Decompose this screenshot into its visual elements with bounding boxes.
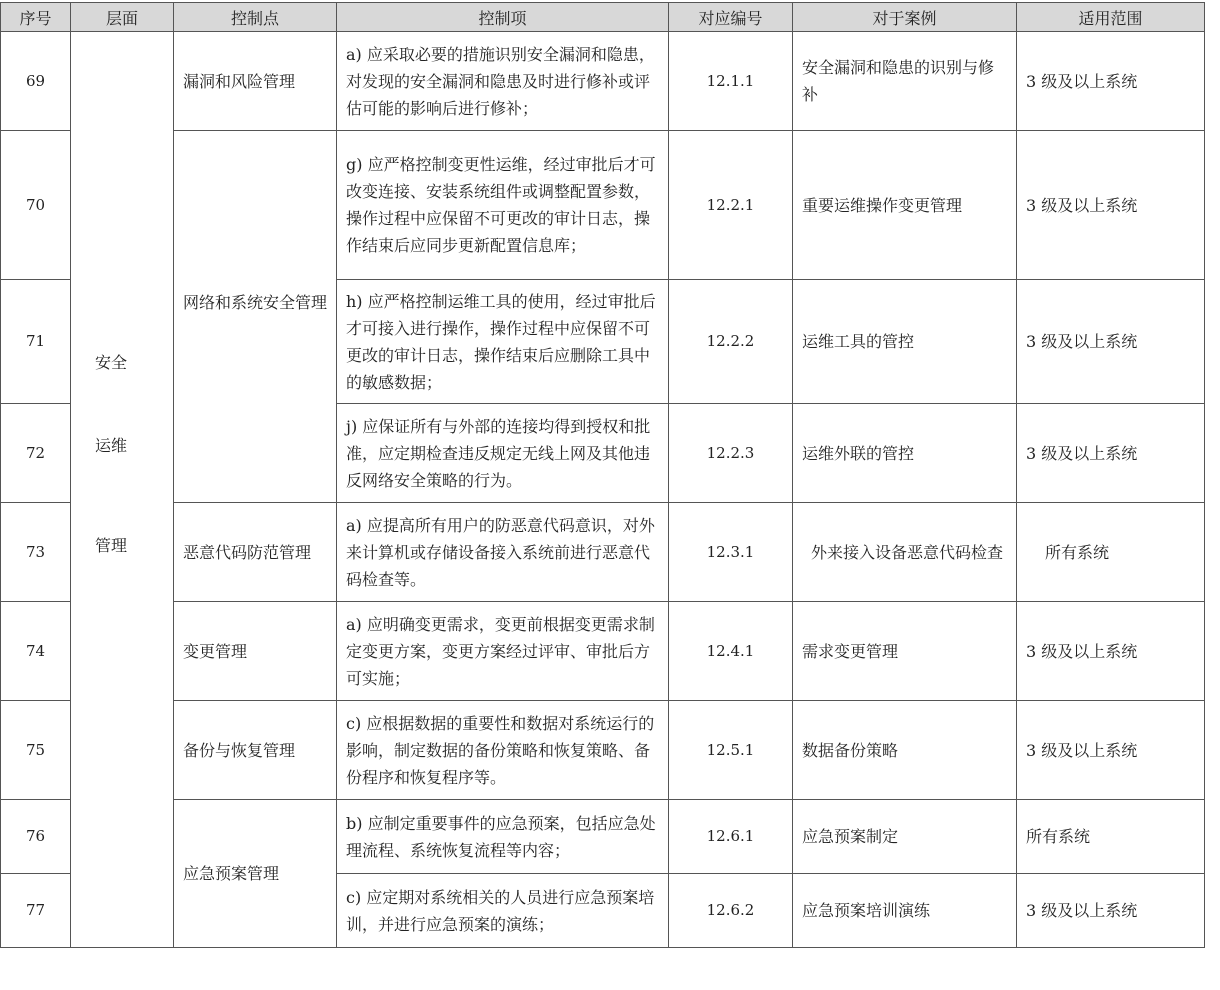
control-item-cell: a) 应采取必要的措施识别安全漏洞和隐患，对发现的安全漏洞和隐患及时进行修补或评估可能的影响后进行修补； (337, 32, 669, 131)
control-item-cell: g) 应严格控制变更性运维，经过审批后才可改变连接、安装系统组件或调整配置参数，操作过程中应保留不可更改的审计日志，操作结束后应同步更新配置信息库； (337, 131, 669, 280)
number-cell: 12.2.3 (669, 404, 793, 503)
seq-cell: 69 (1, 32, 71, 131)
control-point-cell: 恶意代码防范管理 (174, 503, 337, 602)
table-row (1, 701, 1205, 800)
control-point-cell: 备份与恢复管理 (174, 701, 337, 800)
layer-word: 安全 (95, 353, 128, 372)
control-item-cell: a) 应提高所有用户的防恶意代码意识，对外来计算机或存储设备接入系统前进行恶意代码检查等。 (337, 503, 669, 602)
number-cell: 12.2.1 (669, 131, 793, 280)
case-cell: 运维工具的管控 (793, 280, 1017, 404)
header-layer: 层面 (71, 3, 174, 32)
table-row (1, 800, 1205, 874)
scope-cell: 3 级及以上系统 (1017, 32, 1205, 131)
number-cell: 12.3.1 (669, 503, 793, 602)
seq-cell: 73 (1, 503, 71, 602)
layer-cell (71, 32, 174, 948)
header-case: 对于案例 (793, 3, 1017, 32)
case-cell: 应急预案培训演练 (793, 874, 1017, 948)
scope-cell: 3 级及以上系统 (1017, 701, 1205, 800)
seq-cell: 75 (1, 701, 71, 800)
header-number: 对应编号 (669, 3, 793, 32)
seq-cell: 70 (1, 131, 71, 280)
case-cell: 需求变更管理 (793, 602, 1017, 701)
header-seq: 序号 (1, 3, 71, 32)
seq-cell: 71 (1, 280, 71, 404)
control-point-cell: 变更管理 (174, 602, 337, 701)
layer-word: 管理 (95, 536, 128, 555)
control-item-cell: h) 应严格控制运维工具的使用，经过审批后才可接入进行操作，操作过程中应保留不可更改的审计日志，操作结束后应删除工具中的敏感数据； (337, 280, 669, 404)
scope-cell: 3 级及以上系统 (1017, 602, 1205, 701)
number-cell: 12.5.1 (669, 701, 793, 800)
table-row (1, 503, 1205, 602)
scope-cell: 所有系统 (1017, 800, 1205, 874)
case-cell: 数据备份策略 (793, 701, 1017, 800)
number-cell: 12.4.1 (669, 602, 793, 701)
case-cell: 外来接入设备恶意代码检查 (793, 503, 1017, 602)
header-control-item: 控制项 (337, 3, 669, 32)
case-cell: 安全漏洞和隐患的识别与修补 (793, 32, 1017, 131)
number-cell: 12.6.2 (669, 874, 793, 948)
control-point-cell: 漏洞和风险管理 (174, 32, 337, 131)
seq-cell: 77 (1, 874, 71, 948)
seq-cell: 74 (1, 602, 71, 701)
scope-cell: 3 级及以上系统 (1017, 404, 1205, 503)
table-row (1, 602, 1205, 701)
scope-cell: 所有系统 (1017, 503, 1205, 602)
seq-cell: 76 (1, 800, 71, 874)
control-table (0, 2, 1205, 948)
control-point-cell: 网络和系统安全管理 (174, 131, 337, 503)
table-row (1, 32, 1205, 131)
scope-cell: 3 级及以上系统 (1017, 131, 1205, 280)
control-item-cell: a) 应明确变更需求，变更前根据变更需求制定变更方案，变更方案经过评审、审批后方可实施； (337, 602, 669, 701)
control-item-cell: j) 应保证所有与外部的连接均得到授权和批准，应定期检查违反规定无线上网及其他违反网络安全策略的行为。 (337, 404, 669, 503)
control-point-cell: 应急预案管理 (174, 800, 337, 948)
case-cell: 运维外联的管控 (793, 404, 1017, 503)
case-cell: 应急预案制定 (793, 800, 1017, 874)
control-item-cell: c) 应定期对系统相关的人员进行应急预案培训，并进行应急预案的演练； (337, 874, 669, 948)
header-row (1, 3, 1205, 32)
scope-cell: 3 级及以上系统 (1017, 280, 1205, 404)
control-item-cell: b) 应制定重要事件的应急预案，包括应急处理流程、系统恢复流程等内容； (337, 800, 669, 874)
layer-word: 运维 (95, 436, 128, 455)
case-cell: 重要运维操作变更管理 (793, 131, 1017, 280)
seq-cell: 72 (1, 404, 71, 503)
scope-cell: 3 级及以上系统 (1017, 874, 1205, 948)
number-cell: 12.1.1 (669, 32, 793, 131)
header-scope: 适用范围 (1017, 3, 1205, 32)
table-row (1, 131, 1205, 280)
control-item-cell: c) 应根据数据的重要性和数据对系统运行的影响，制定数据的备份策略和恢复策略、备份程序和恢复程序等。 (337, 701, 669, 800)
number-cell: 12.2.2 (669, 280, 793, 404)
number-cell: 12.6.1 (669, 800, 793, 874)
header-control-point: 控制点 (174, 3, 337, 32)
